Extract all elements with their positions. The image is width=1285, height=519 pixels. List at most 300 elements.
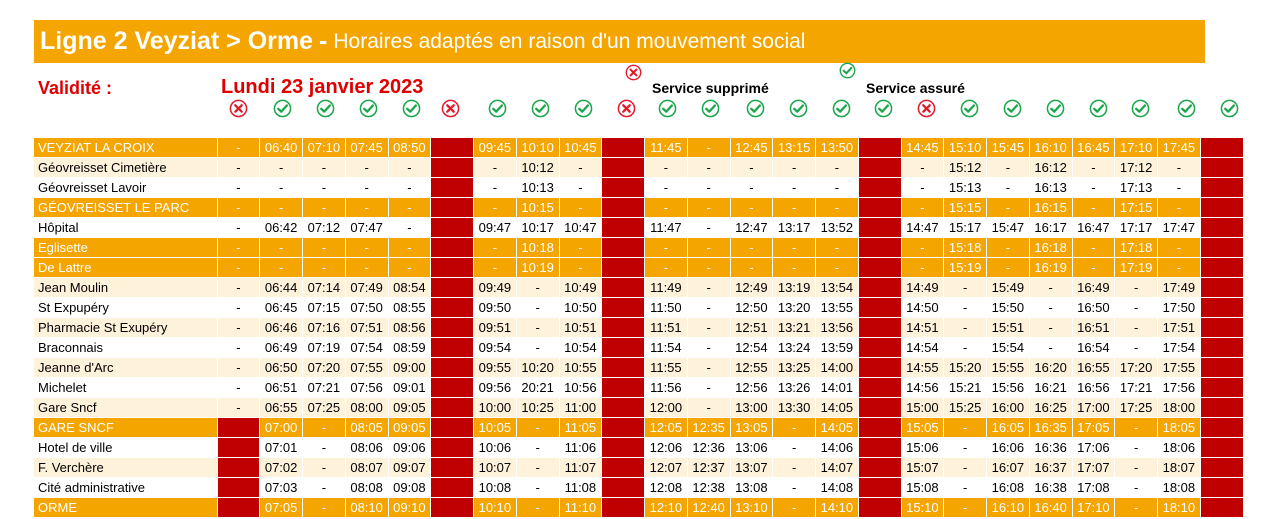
time-cell: -: [559, 158, 602, 178]
cancelled-cell: [858, 478, 901, 498]
time-cell: 16:20: [1029, 358, 1072, 378]
time-cell: -: [944, 498, 987, 518]
time-cell: 12:40: [687, 498, 730, 518]
cancelled-cell: [1200, 238, 1243, 258]
cancelled-cell: [1200, 498, 1243, 518]
line-title: Ligne 2 Veyziat > Orme: [40, 27, 314, 55]
time-cell: 16:40: [1029, 498, 1072, 518]
time-cell: 17:13: [1115, 178, 1158, 198]
stop-name: Michelet: [34, 378, 217, 398]
cancelled-cell: [217, 438, 260, 458]
time-cell: -: [645, 238, 688, 258]
time-cell: 14:45: [901, 138, 944, 158]
cross-icon: [441, 99, 460, 118]
check-icon: [316, 99, 335, 118]
time-cell: -: [645, 198, 688, 218]
time-cell: 17:47: [1158, 218, 1201, 238]
time-cell: 16:56: [1072, 378, 1115, 398]
time-cell: 06:40: [260, 138, 303, 158]
table-row: [34, 138, 1243, 158]
time-cell: -: [303, 198, 346, 218]
time-cell: 07:49: [345, 278, 388, 298]
time-cell: 15:00: [901, 398, 944, 418]
cancelled-cell: [602, 498, 645, 518]
time-cell: 18:06: [1158, 438, 1201, 458]
time-cell: 08:08: [345, 478, 388, 498]
stop-name: VEYZIAT LA CROIX: [34, 138, 217, 158]
time-cell: 10:05: [474, 418, 517, 438]
time-cell: 18:00: [1158, 398, 1201, 418]
time-cell: -: [303, 178, 346, 198]
cancelled-cell: [1200, 378, 1243, 398]
time-cell: 10:12: [516, 158, 559, 178]
time-cell: -: [516, 318, 559, 338]
cancelled-cell: [1200, 418, 1243, 438]
cancelled-cell: [858, 318, 901, 338]
cancelled-cell: [602, 458, 645, 478]
table-row: [34, 278, 1243, 298]
time-cell: 12:36: [687, 438, 730, 458]
time-cell: 17:25: [1115, 398, 1158, 418]
cancelled-cell: [1200, 298, 1243, 318]
cancelled-cell: [858, 278, 901, 298]
cancelled-cell: [602, 298, 645, 318]
time-cell: 15:20: [944, 358, 987, 378]
time-cell: 10:13: [516, 178, 559, 198]
time-cell: -: [773, 238, 816, 258]
time-cell: 11:10: [559, 498, 602, 518]
time-cell: -: [773, 258, 816, 278]
time-cell: -: [217, 378, 260, 398]
time-cell: 07:02: [260, 458, 303, 478]
time-cell: -: [687, 378, 730, 398]
timetable: [34, 138, 1244, 518]
cancelled-cell: [431, 338, 474, 358]
cancelled-cell: [431, 378, 474, 398]
time-cell: 08:00: [345, 398, 388, 418]
time-cell: -: [1158, 238, 1201, 258]
table-row: [34, 218, 1243, 238]
time-cell: 15:51: [987, 318, 1030, 338]
time-cell: -: [303, 458, 346, 478]
cancelled-cell: [431, 398, 474, 418]
table-row: [34, 358, 1243, 378]
time-cell: -: [474, 198, 517, 218]
time-cell: 10:55: [559, 358, 602, 378]
time-cell: -: [987, 198, 1030, 218]
time-cell: 15:25: [944, 398, 987, 418]
time-cell: -: [730, 158, 773, 178]
time-cell: 11:56: [645, 378, 688, 398]
stop-name: GARE SNCF: [34, 418, 217, 438]
title-banner: [34, 20, 1205, 63]
time-cell: -: [1115, 498, 1158, 518]
time-cell: 15:13: [944, 178, 987, 198]
time-cell: -: [388, 258, 431, 278]
check-icon: [746, 99, 765, 118]
time-cell: 14:56: [901, 378, 944, 398]
time-cell: -: [1158, 158, 1201, 178]
title-subtitle: Horaires adaptés en raison d'un mouvement social: [333, 29, 806, 53]
cancelled-cell: [1200, 398, 1243, 418]
cancelled-cell: [602, 198, 645, 218]
time-cell: -: [345, 158, 388, 178]
time-cell: -: [687, 238, 730, 258]
check-icon: [832, 99, 851, 118]
time-cell: 11:00: [559, 398, 602, 418]
cross-icon: [617, 99, 636, 118]
time-cell: -: [388, 218, 431, 238]
time-cell: 16:25: [1029, 398, 1072, 418]
check-icon: [359, 99, 378, 118]
time-cell: -: [217, 398, 260, 418]
time-cell: 09:00: [388, 358, 431, 378]
time-cell: 10:50: [559, 298, 602, 318]
validity-date: Lundi 23 janvier 2023: [221, 76, 424, 98]
stop-name: De Lattre: [34, 258, 217, 278]
time-cell: -: [1158, 178, 1201, 198]
time-cell: 10:49: [559, 278, 602, 298]
time-cell: 15:47: [987, 218, 1030, 238]
time-cell: -: [901, 238, 944, 258]
time-cell: -: [1115, 278, 1158, 298]
cancelled-cell: [1200, 218, 1243, 238]
cancelled-cell: [602, 218, 645, 238]
time-cell: -: [773, 458, 816, 478]
cancelled-cell: [858, 178, 901, 198]
time-cell: 13:00: [730, 398, 773, 418]
cancelled-cell: [1200, 258, 1243, 278]
cancelled-cell: [858, 438, 901, 458]
cancelled-cell: [431, 498, 474, 518]
time-cell: 12:55: [730, 358, 773, 378]
stop-name: Jean Moulin: [34, 278, 217, 298]
time-cell: -: [944, 318, 987, 338]
cancelled-cell: [602, 318, 645, 338]
time-cell: 13:30: [773, 398, 816, 418]
table-row: [34, 438, 1243, 458]
time-cell: 12:54: [730, 338, 773, 358]
table-row: [34, 258, 1243, 278]
cancelled-cell: [858, 198, 901, 218]
time-cell: 10:47: [559, 218, 602, 238]
time-cell: 17:45: [1158, 138, 1201, 158]
time-cell: 14:08: [816, 478, 859, 498]
cancelled-cell: [431, 438, 474, 458]
time-cell: 17:20: [1115, 358, 1158, 378]
time-cell: 12:08: [645, 478, 688, 498]
time-cell: 15:50: [987, 298, 1030, 318]
time-cell: 17:07: [1072, 458, 1115, 478]
cancelled-cell: [602, 258, 645, 278]
time-cell: 10:20: [516, 358, 559, 378]
time-cell: 16:38: [1029, 478, 1072, 498]
time-cell: 14:00: [816, 358, 859, 378]
time-cell: 11:50: [645, 298, 688, 318]
stop-name: F. Verchère: [34, 458, 217, 478]
time-cell: 16:08: [987, 478, 1030, 498]
stop-name: St Expupéry: [34, 298, 217, 318]
time-cell: -: [559, 178, 602, 198]
time-cell: 07:25: [303, 398, 346, 418]
time-cell: -: [773, 158, 816, 178]
time-cell: 13:19: [773, 278, 816, 298]
time-cell: -: [1115, 318, 1158, 338]
time-cell: -: [1072, 258, 1115, 278]
time-cell: 09:10: [388, 498, 431, 518]
time-cell: -: [217, 278, 260, 298]
time-cell: 16:54: [1072, 338, 1115, 358]
time-cell: -: [217, 178, 260, 198]
stop-name: Eglisette: [34, 238, 217, 258]
time-cell: 10:25: [516, 398, 559, 418]
stop-name: Hotel de ville: [34, 438, 217, 458]
time-cell: -: [516, 478, 559, 498]
time-cell: 09:06: [388, 438, 431, 458]
cancelled-cell: [858, 238, 901, 258]
cancelled-cell: [858, 498, 901, 518]
time-cell: 14:05: [816, 398, 859, 418]
time-cell: 06:42: [260, 218, 303, 238]
cancelled-cell: [602, 398, 645, 418]
time-cell: 16:51: [1072, 318, 1115, 338]
cross-icon: [917, 99, 936, 118]
cancelled-cell: [858, 398, 901, 418]
time-cell: 16:10: [987, 498, 1030, 518]
time-cell: 09:56: [474, 378, 517, 398]
time-cell: 14:51: [901, 318, 944, 338]
time-cell: 12:06: [645, 438, 688, 458]
time-cell: -: [773, 418, 816, 438]
time-cell: 08:50: [388, 138, 431, 158]
table-row: [34, 498, 1243, 518]
time-cell: 10:54: [559, 338, 602, 358]
time-cell: -: [1158, 258, 1201, 278]
time-cell: 20:21: [516, 378, 559, 398]
time-cell: 08:10: [345, 498, 388, 518]
table-row: [34, 178, 1243, 198]
time-cell: 15:07: [901, 458, 944, 478]
time-cell: 09:51: [474, 318, 517, 338]
time-cell: 11:05: [559, 418, 602, 438]
time-cell: 12:49: [730, 278, 773, 298]
time-cell: -: [388, 198, 431, 218]
time-cell: -: [1029, 278, 1072, 298]
time-cell: -: [260, 238, 303, 258]
time-cell: 10:15: [516, 198, 559, 218]
time-cell: -: [687, 398, 730, 418]
time-cell: -: [559, 258, 602, 278]
time-cell: 08:59: [388, 338, 431, 358]
time-cell: 12:10: [645, 498, 688, 518]
time-cell: 14:05: [816, 418, 859, 438]
cancelled-cell: [602, 358, 645, 378]
cancelled-cell: [858, 378, 901, 398]
time-cell: 17:10: [1072, 498, 1115, 518]
check-icon: [1089, 99, 1108, 118]
time-cell: 09:54: [474, 338, 517, 358]
cancelled-cell: [1200, 478, 1243, 498]
cancelled-cell: [1200, 278, 1243, 298]
cancelled-cell: [1200, 138, 1243, 158]
time-cell: 12:00: [645, 398, 688, 418]
time-cell: -: [730, 178, 773, 198]
time-cell: 17:08: [1072, 478, 1115, 498]
cancelled-cell: [602, 478, 645, 498]
cancelled-cell: [431, 238, 474, 258]
time-cell: 12:07: [645, 458, 688, 478]
time-cell: 07:50: [345, 298, 388, 318]
time-cell: 12:56: [730, 378, 773, 398]
stop-name: Braconnais: [34, 338, 217, 358]
stop-name: ORME: [34, 498, 217, 518]
time-cell: -: [816, 198, 859, 218]
time-cell: 17:00: [1072, 398, 1115, 418]
time-cell: 14:49: [901, 278, 944, 298]
time-cell: -: [303, 498, 346, 518]
time-cell: -: [687, 158, 730, 178]
time-cell: -: [944, 338, 987, 358]
time-cell: -: [816, 178, 859, 198]
stop-name: Hôpital: [34, 218, 217, 238]
time-cell: 10:17: [516, 218, 559, 238]
time-cell: -: [944, 458, 987, 478]
time-cell: -: [388, 158, 431, 178]
cancelled-cell: [431, 298, 474, 318]
cancelled-cell: [602, 178, 645, 198]
table-row: [34, 398, 1243, 418]
table-row: [34, 478, 1243, 498]
time-cell: -: [773, 478, 816, 498]
time-cell: -: [901, 178, 944, 198]
time-cell: -: [687, 298, 730, 318]
cancelled-cell: [431, 178, 474, 198]
time-cell: 15:56: [987, 378, 1030, 398]
time-cell: -: [217, 318, 260, 338]
time-cell: 12:37: [687, 458, 730, 478]
check-icon: [874, 99, 893, 118]
stop-name: Pharmacie St Exupéry: [34, 318, 217, 338]
time-cell: -: [1115, 298, 1158, 318]
time-cell: -: [516, 338, 559, 358]
table-row: [34, 238, 1243, 258]
time-cell: -: [303, 158, 346, 178]
time-cell: -: [687, 258, 730, 278]
time-cell: -: [687, 318, 730, 338]
time-cell: 10:07: [474, 458, 517, 478]
check-icon: [273, 99, 292, 118]
time-cell: 13:59: [816, 338, 859, 358]
cancelled-cell: [602, 278, 645, 298]
cancelled-cell: [431, 198, 474, 218]
time-cell: 10:45: [559, 138, 602, 158]
time-cell: 08:55: [388, 298, 431, 318]
time-cell: 07:45: [345, 138, 388, 158]
time-cell: -: [345, 258, 388, 278]
time-cell: -: [687, 218, 730, 238]
time-cell: -: [987, 178, 1030, 198]
time-cell: 06:45: [260, 298, 303, 318]
time-cell: 15:21: [944, 378, 987, 398]
time-cell: -: [901, 158, 944, 178]
time-cell: 13:08: [730, 478, 773, 498]
title-dash: -: [319, 27, 328, 55]
time-cell: -: [516, 498, 559, 518]
time-cell: 17:51: [1158, 318, 1201, 338]
time-cell: -: [516, 458, 559, 478]
legend-cancelled-label: Service supprimé: [652, 80, 769, 96]
time-cell: 06:55: [260, 398, 303, 418]
time-cell: -: [645, 158, 688, 178]
table-row: [34, 418, 1243, 438]
time-cell: -: [1158, 198, 1201, 218]
cancelled-cell: [1200, 438, 1243, 458]
stop-name: GÉOVREISSET LE PARC: [34, 198, 217, 218]
time-cell: -: [217, 198, 260, 218]
time-cell: 16:36: [1029, 438, 1072, 458]
time-cell: -: [773, 198, 816, 218]
cross-icon: [229, 99, 248, 118]
time-cell: 14:55: [901, 358, 944, 378]
time-cell: -: [303, 478, 346, 498]
table-row: [34, 318, 1243, 338]
cancelled-cell: [431, 458, 474, 478]
table-row: [34, 458, 1243, 478]
time-cell: -: [687, 138, 730, 158]
validity-label: Validité :: [38, 78, 113, 98]
time-cell: 12:45: [730, 138, 773, 158]
time-cell: 09:45: [474, 138, 517, 158]
time-cell: 13:15: [773, 138, 816, 158]
time-cell: 07:55: [345, 358, 388, 378]
time-cell: -: [687, 178, 730, 198]
time-cell: 13:07: [730, 458, 773, 478]
time-cell: 13:26: [773, 378, 816, 398]
time-cell: 14:10: [816, 498, 859, 518]
stop-name: Gare Sncf: [34, 398, 217, 418]
time-cell: 13:25: [773, 358, 816, 378]
time-cell: -: [944, 298, 987, 318]
time-cell: 07:56: [345, 378, 388, 398]
time-cell: 17:05: [1072, 418, 1115, 438]
time-cell: 16:19: [1029, 258, 1072, 278]
check-icon: [1177, 99, 1196, 118]
time-cell: 09:01: [388, 378, 431, 398]
time-cell: 16:13: [1029, 178, 1072, 198]
cancelled-cell: [602, 378, 645, 398]
time-cell: 15:54: [987, 338, 1030, 358]
time-cell: -: [773, 438, 816, 458]
time-cell: 14:50: [901, 298, 944, 318]
time-cell: -: [217, 258, 260, 278]
time-cell: -: [816, 158, 859, 178]
time-cell: 07:54: [345, 338, 388, 358]
time-cell: 07:05: [260, 498, 303, 518]
cross-icon: [625, 64, 642, 81]
time-cell: 15:05: [901, 418, 944, 438]
stop-name: Cité administrative: [34, 478, 217, 498]
time-cell: 15:12: [944, 158, 987, 178]
time-cell: 11:55: [645, 358, 688, 378]
cancelled-cell: [602, 418, 645, 438]
time-cell: 16:00: [987, 398, 1030, 418]
table-row: [34, 378, 1243, 398]
time-cell: 13:54: [816, 278, 859, 298]
check-icon: [1003, 99, 1022, 118]
cancelled-cell: [431, 258, 474, 278]
time-cell: 07:03: [260, 478, 303, 498]
time-cell: 16:10: [1029, 138, 1072, 158]
